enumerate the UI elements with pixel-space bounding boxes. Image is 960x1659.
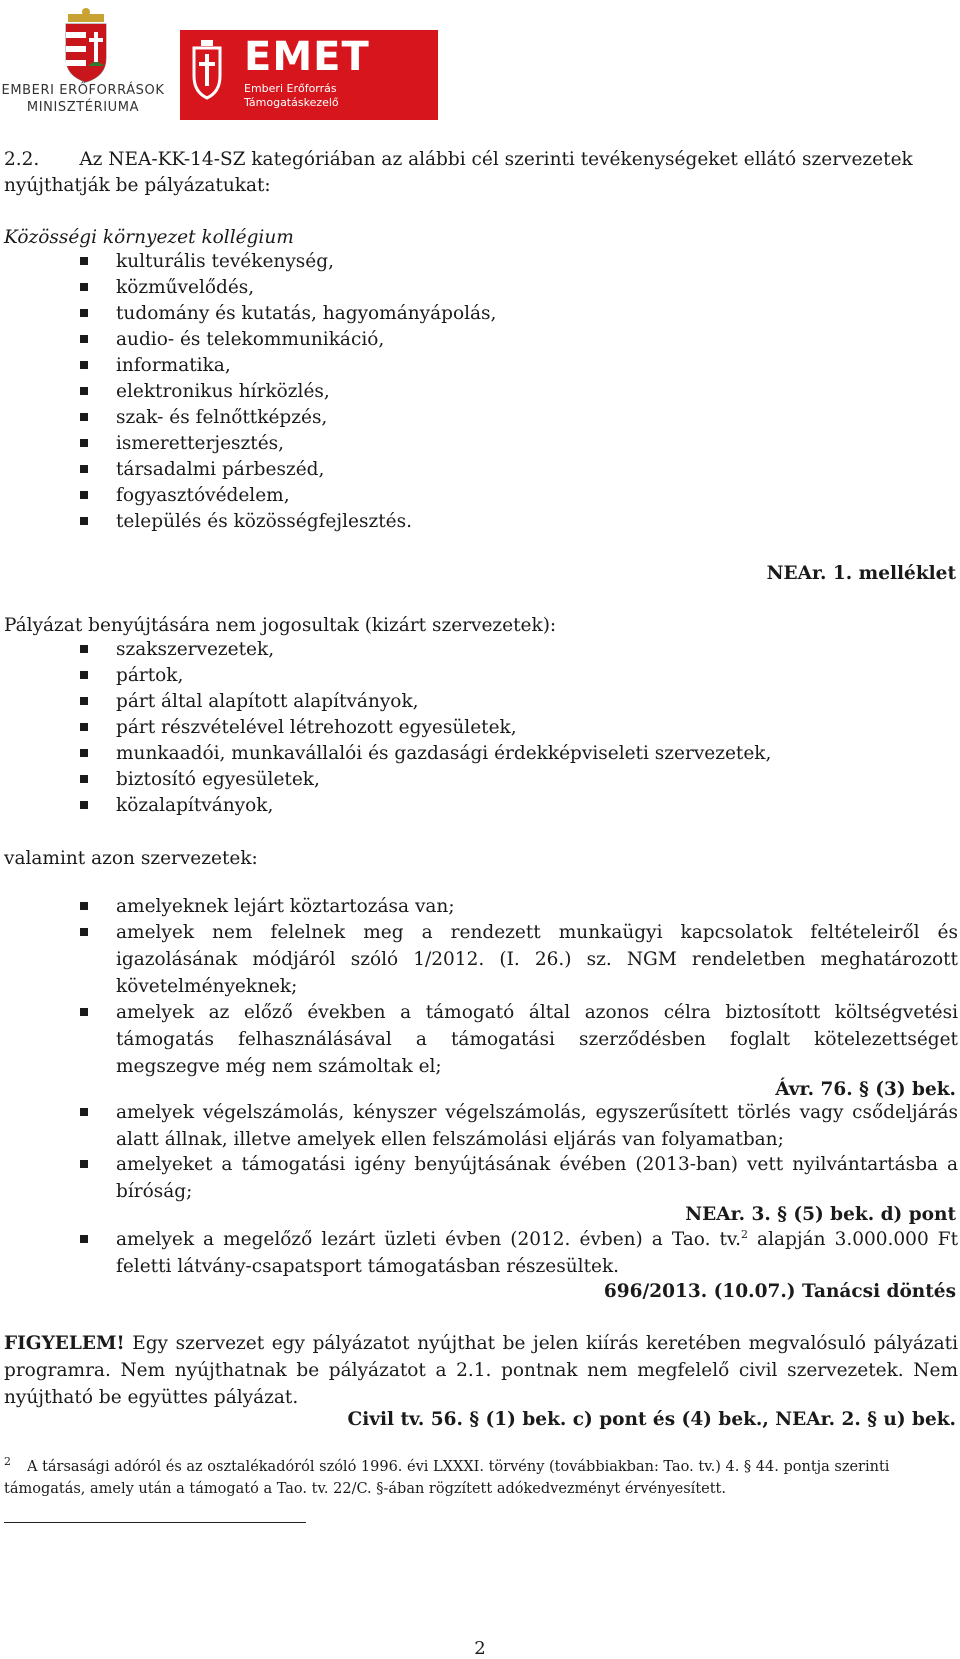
section-intro-line1: Az NEA-KK-14-SZ kategóriában az alábbi cél szerinti tevékenységeket ellátó szervezetek — [79, 149, 913, 170]
condition-item: amelyeknek lejárt köztartozása van; — [116, 896, 455, 917]
excluded-item: biztosító egyesületek, — [116, 769, 320, 790]
bullet-icon — [80, 697, 88, 705]
condition-item — [116, 1226, 958, 1280]
bullet-icon — [80, 671, 88, 679]
activity-item: informatika, — [116, 355, 231, 376]
bullet-icon — [80, 775, 88, 783]
activity-item: társadalmi párbeszéd, — [116, 459, 325, 480]
excluded-item: párt által alapított alapítványok, — [116, 691, 419, 712]
activity-item: fogyasztóvédelem, — [116, 485, 290, 506]
coat-of-arms-icon — [6, 6, 166, 86]
condition-item: amelyek végelszámolás, kényszer végelszámolás, egyszerűsített törlés vagy csődeljárás alatt állnak, illetve amelyek ellen felszámolási eljárás van folyamatban; — [116, 1102, 958, 1150]
excluded-item: munkaadói, munkavállalói és gazdasági érdekképviseleti szervezetek, — [116, 743, 772, 764]
ministry-name-line1: EMBERI ERŐFORRÁSOK — [1, 83, 165, 98]
footnote-text: A társasági adóról és az osztalékadóról szóló 1996. évi LXXXI. törvény (továbbiakban: Tao. tv.) 4. § 44. pontja szerinti támogatás, amely után a támogató a Tao. tv. 22/C. §-ában rögzített adókedvezményt érvényesített. — [4, 1459, 890, 1497]
excluded-item: közalapítványok, — [116, 795, 274, 816]
emet-subtitle-line1: Emberi Erőforrás — [244, 82, 337, 95]
warning-text: Egy szervezet egy pályázatot nyújthat be jelen kiírás keretében megvalósuló pályázati programra. Nem nyújthatnak be pályázatot a 2.1. pontnak nem megfelelő civil szervezetek. Nem nyújtható be együttes pályázat. — [4, 1333, 958, 1408]
emet-logo-text: EMET — [244, 34, 370, 80]
emet-subtitle-line2: Támogatáskezelő — [244, 96, 339, 109]
activity-item: település és közösségfejlesztés. — [116, 511, 412, 532]
warning-paragraph — [4, 1330, 958, 1411]
emet-subtitle — [244, 82, 339, 110]
legal-reference: Civil tv. 56. § (1) bek. c) pont és (4) bek., NEAr. 2. § u) bek. — [347, 1409, 956, 1430]
section-intro-line2: nyújthatják be pályázatukat: — [4, 175, 271, 196]
bullet-icon — [80, 928, 88, 936]
emet-logo — [180, 30, 438, 120]
excluded-item: szakszervezetek, — [116, 639, 275, 660]
activity-item: közművelődés, — [116, 277, 255, 298]
legal-reference: NEAr. 1. melléklet — [766, 563, 956, 584]
bullet-icon — [80, 1008, 88, 1016]
condition-item: amelyek az előző években a támogató által azonos célra biztosított költségvetési támogatás felhasználásával a támogatási szerződésben foglalt kötelezettséget megszegve még nem számoltak el; — [116, 1002, 958, 1077]
bullet-icon — [80, 1235, 88, 1243]
bullet-icon — [80, 387, 88, 395]
bullet-icon — [80, 491, 88, 499]
bullet-icon — [80, 1108, 88, 1116]
activity-item: tudomány és kutatás, hagyományápolás, — [116, 303, 497, 324]
bullet-icon — [80, 257, 88, 265]
bullet-icon — [80, 517, 88, 525]
ministry-name-line2: MINISZTÉRIUMA — [26, 100, 140, 115]
legal-reference: NEAr. 3. § (5) bek. d) pont — [685, 1204, 956, 1225]
condition-text: alapján 3.000.000 Ft feletti látvány-csapatsport támogatásban részesültek. — [116, 1229, 959, 1277]
section-number: 2.2. — [4, 149, 40, 170]
bullet-icon — [80, 902, 88, 910]
bullet-icon — [80, 645, 88, 653]
bullet-icon — [80, 1160, 88, 1168]
section-heading — [4, 146, 958, 173]
activity-item: audio- és telekommunikáció, — [116, 329, 385, 350]
bullet-icon — [80, 465, 88, 473]
footnote-mark: 2 — [4, 1455, 11, 1469]
legal-reference: Ávr. 76. § (3) bek. — [775, 1079, 956, 1100]
bullet-icon — [80, 413, 88, 421]
ministry-name — [0, 82, 166, 116]
college-title: Közösségi környezet kollégium — [4, 227, 294, 248]
footnote — [4, 1456, 958, 1500]
bullet-icon — [80, 309, 88, 317]
footnote-marker: 2 — [741, 1227, 749, 1241]
bullet-icon — [80, 723, 88, 731]
legal-reference: 696/2013. (10.07.) Tanácsi döntés — [603, 1281, 956, 1302]
also-title: valamint azon szervezetek: — [4, 848, 258, 869]
activity-item: szak- és felnőttképzés, — [116, 407, 328, 428]
activity-item: ismeretterjesztés, — [116, 433, 285, 454]
bullet-icon — [80, 283, 88, 291]
condition-text: amelyek a megelőző lezárt üzleti évben (2012. évben) a Tao. tv. — [116, 1229, 742, 1250]
condition-item: amelyeket a támogatási igény benyújtásának évében (2013-ban) vett nyilvántartásba a bíróság; — [116, 1154, 958, 1202]
emet-shield-icon — [180, 30, 240, 120]
footnote-separator — [4, 1522, 306, 1523]
excluded-item: párt részvételével létrehozott egyesületek, — [116, 717, 517, 738]
condition-item: amelyek nem felelnek meg a rendezett munkaügyi kapcsolatok feltételeiről és igazolásának módjáról szóló 1/2012. (I. 26.) sz. NGM rendeletben meghatározott követelményeknek; — [116, 922, 958, 997]
excluded-item: pártok, — [116, 665, 184, 686]
activity-item: elektronikus hírközlés, — [116, 381, 330, 402]
bullet-icon — [80, 749, 88, 757]
bullet-icon — [80, 439, 88, 447]
bullet-icon — [80, 361, 88, 369]
activity-item: kulturális tevékenység, — [116, 251, 334, 272]
excluded-title: Pályázat benyújtására nem jogosultak (kizárt szervezetek): — [4, 615, 557, 636]
warning-label: FIGYELEM! — [4, 1333, 125, 1354]
page-number: 2 — [474, 1638, 486, 1659]
bullet-icon — [80, 335, 88, 343]
bullet-icon — [80, 801, 88, 809]
